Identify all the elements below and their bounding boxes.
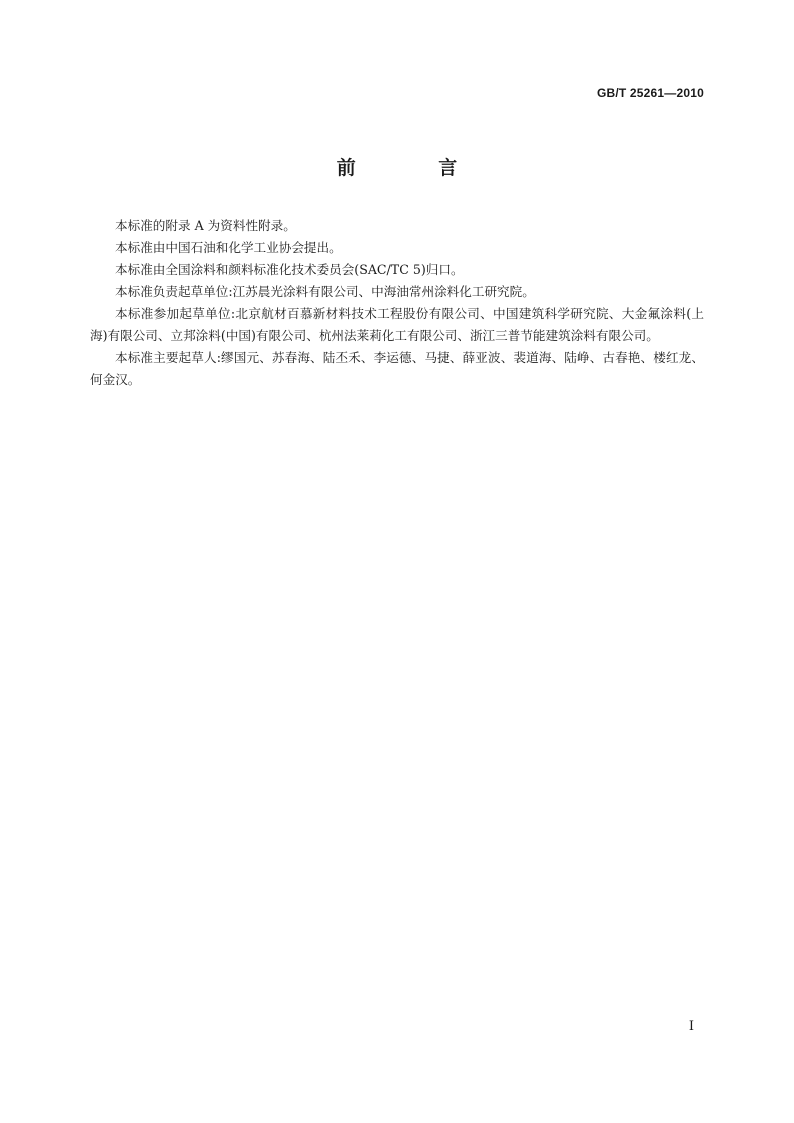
foreword-body (90, 215, 704, 391)
standard-code: GB/T 25261—2010 (596, 86, 704, 100)
paragraph-proposer: 本标准由中国石油和化学工业协会提出。 (115, 240, 342, 255)
paragraph-main-drafters: 本标准主要起草人:缪国元、苏春海、陆丕禾、李运德、马捷、薛亚波、裴道海、陆峥、古春艳、楼红龙、何金汉。 (90, 350, 704, 387)
page-title: 前 言 (336, 157, 496, 179)
paragraph-committee: 本标准由全国涂料和颜料标准化技术委员会(SAC/TC 5)归口。 (115, 262, 464, 277)
paragraph-responsible-drafters: 本标准负责起草单位:江苏晨光涂料有限公司、中海油常州涂料化工研究院。 (115, 284, 535, 299)
paragraph-annex: 本标准的附录 A 为资料性附录。 (115, 218, 296, 233)
page-number: I (688, 1019, 694, 1034)
paragraph-participating-drafters: 本标准参加起草单位:北京航材百慕新材料技术工程股份有限公司、中国建筑科学研究院、大金氟涂料(上海)有限公司、立邦涂料(中国)有限公司、杭州法莱莉化工有限公司、浙江三普节能建筑涂料有限公司。 (90, 306, 704, 343)
